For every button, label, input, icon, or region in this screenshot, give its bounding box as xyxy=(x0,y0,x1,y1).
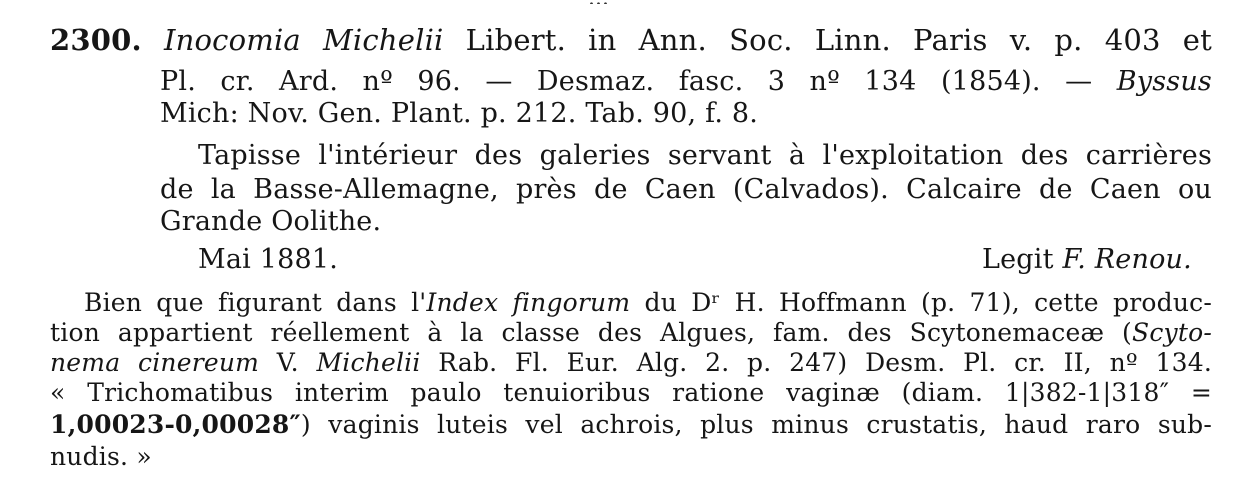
index-title: Index fingorum xyxy=(426,288,631,317)
collection-date: Mai 1881. xyxy=(198,244,339,275)
collector-name: F. Renou. xyxy=(1062,244,1192,275)
note-text: Rab. Fl. Eur. Alg. 2. p. 247) Desm. Pl. cr. II, nº 134. xyxy=(438,348,1212,377)
entry-line-1 xyxy=(50,24,1212,56)
measurement: 1,00023-0,00028″ xyxy=(50,410,301,439)
habitat-line-3: Grande Oolithe. xyxy=(160,206,382,237)
note-line-3 xyxy=(50,348,1212,378)
entry-number: 2300. xyxy=(50,23,142,57)
note-line-4: « Trichomatibus interim paulo tenuioribus ratione vaginæ (diam. 1|382-1|318″ = xyxy=(50,378,1212,407)
note-text: tion appartient réellement à la classe des Algues, fam. des Scytonemaceæ ( xyxy=(50,318,1132,347)
legit-label: Legit xyxy=(982,244,1054,275)
citation-text-1: Libert. in Ann. Soc. Linn. Paris v. p. 403 et xyxy=(465,23,1213,57)
species-name: Inocomia Michelii xyxy=(163,23,444,57)
note-line-5 xyxy=(50,410,1212,440)
citation-text-2: Pl. cr. Ard. nº 96. — Desmaz. fasc. 3 nº 134 (1854). — xyxy=(160,66,1093,97)
note-line-1 xyxy=(84,288,1212,318)
note-text: ) vaginis luteis vel achrois, plus minus crustatis, haud raro sub- xyxy=(300,410,1212,439)
synonym-genus: Byssus xyxy=(1116,66,1212,97)
species-ref: nema cinereum xyxy=(50,348,260,377)
habitat-line-2: de la Basse-Allemagne, près de Caen (Calvados). Calcaire de Caen ou xyxy=(160,174,1212,205)
note-text: Bien que figurant dans l' xyxy=(84,288,427,317)
entry-line-2 xyxy=(160,66,1212,98)
note-line-6: nudis. » xyxy=(50,442,152,471)
species-ref: Michelii xyxy=(316,348,421,377)
header-fragment xyxy=(588,0,668,4)
entry-line-3: Mich: Nov. Gen. Plant. p. 212. Tab. 90, f. 8. xyxy=(160,98,759,129)
habitat-line-1: Tapisse l'intérieur des galeries servant à l'exploitation des carrières xyxy=(198,140,1212,171)
collector xyxy=(982,244,1192,276)
note-text: V. xyxy=(276,348,299,377)
note-line-2 xyxy=(50,318,1212,348)
species-ref: Scyto- xyxy=(1132,318,1212,347)
note-text: du Dʳ H. Hoffmann (p. 71), cette produc- xyxy=(644,288,1212,317)
